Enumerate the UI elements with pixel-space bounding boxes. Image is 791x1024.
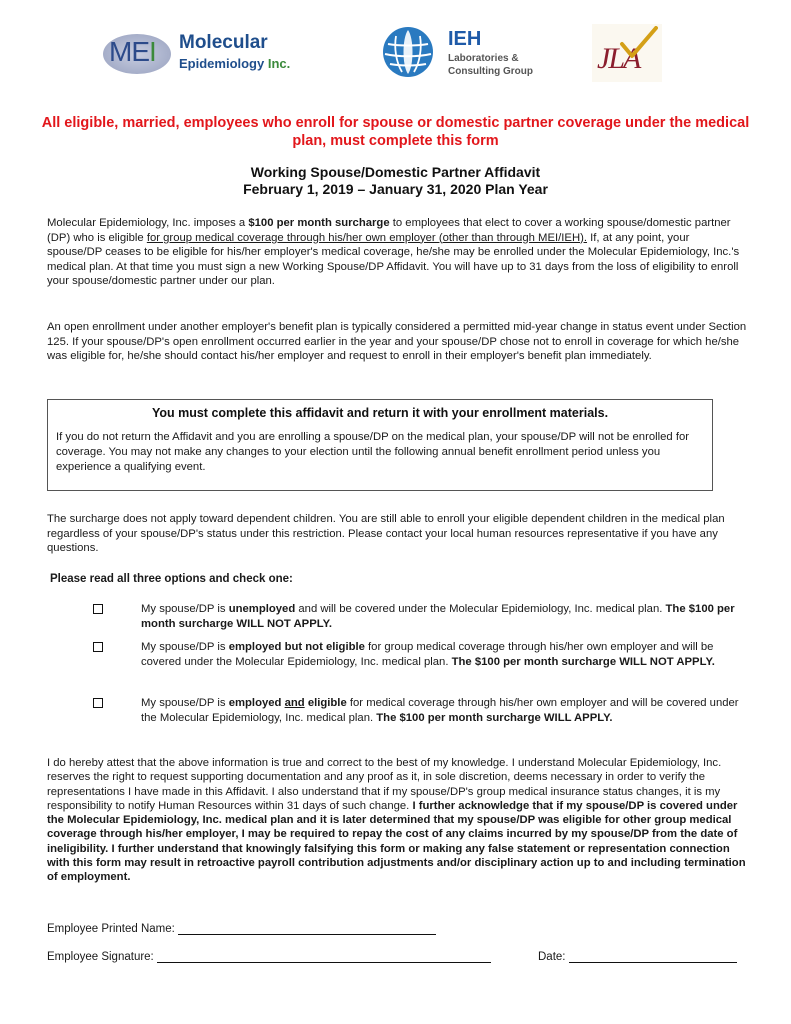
eligibility-condition: for group medical coverage through his/her own employer (other than through MEI/IEH).	[146, 231, 588, 244]
status: eligible	[307, 697, 347, 709]
notice-title: You must complete this affidavit and return it with your enrollment materials.	[151, 406, 609, 420]
notice-body: If you do not return the Affidavit and you are enrolling a spouse/DP on the medical plan, your spouse/DP will not be enrolled for coverage. You may not make any changes to your election until the following annual benefit enrollment period unless you experience a qualifying event.	[56, 431, 690, 473]
option-checkbox[interactable]	[93, 698, 103, 708]
text: for medical coverage through his/her own employer and will be covered under the Molecular Epidemiology, Inc. medical plan.	[141, 697, 739, 724]
status-conjunction: and	[284, 697, 305, 709]
surcharge-outcome: The $100 per month surcharge WILL NOT APPLY.	[451, 655, 715, 668]
form-title-line1: Working Spouse/Domestic Partner Affidavit	[250, 164, 541, 180]
printed-name-row	[47, 922, 436, 935]
option-checkbox[interactable]	[93, 642, 103, 652]
surcharge-paragraph	[47, 216, 747, 289]
status: employed	[228, 697, 282, 709]
globe-leaf-icon	[382, 26, 434, 78]
mei-name-line1: Molecular	[179, 32, 268, 53]
ieh-subtitle-line1: Laboratories &	[448, 53, 519, 64]
text: If, at any point, your spouse/DP ceases to be eligible for his/her employer's medical coverage, he/she may be enrolled under the Molecular Epidemiology, Inc.'s medical plan. At that time you must sign a new Working Spouse/DP Affidavit. You will have up to 31 days from the loss of eligibility to enroll your spouse/domestic partner under our plan.	[47, 231, 740, 287]
mei-name-line2	[179, 56, 290, 71]
attestation-paragraph	[47, 756, 752, 885]
surcharge-outcome: The $100 per month surcharge WILL NOT APPLY.	[141, 603, 735, 630]
printed-name-field[interactable]	[178, 922, 436, 935]
text: My spouse/DP is	[141, 603, 229, 615]
ieh-subtitle-line2: Consulting Group	[448, 66, 533, 77]
attestation-text: I do hereby attest that the above information is true and correct to the best of my knowledge. I understand Molecular Epidemiology, Inc. reserves the right to request supporting documentation and any proof as it, in sole discretion, deems necessary in order to verify the representations I have made in this Affidavit. I also understand that if my spouse/DP's group medical insurance status changes, it is my responsibility to notify Human Resources within 31 days of such change.	[47, 757, 722, 812]
text: to employees that elect to cover a working spouse/domestic partner (DP) who is eligible	[47, 217, 731, 244]
date-field[interactable]	[569, 950, 737, 963]
form-title	[30, 164, 761, 198]
signature-label: Employee Signature:	[47, 951, 154, 963]
signature-field[interactable]	[157, 950, 491, 963]
dependent-children-paragraph: The surcharge does not apply toward dependent children. You are still able to enroll your eligible dependent children in the medical plan regardless of your spouse/DP's status under this restriction. Please contact your local human resources representative if you have any questions.	[47, 513, 725, 554]
text: for group medical coverage through his/her own employer and will be covered under the Molecular Epidemiology, Inc. medical plan.	[141, 641, 714, 668]
mei-logo	[103, 32, 333, 76]
ieh-title: IEH	[448, 28, 482, 50]
open-enrollment-paragraph: An open enrollment under another employer's benefit plan is typically considered a permitted mid-year change in status event under Section 125. If your spouse/DP's open enrollment occurred earlier in the year and your spouse/DP chose not to enroll in coverage for which he/she was eligible for, he/she should contact his/her employer and request to enroll in their employer's benefit plan immediately.	[47, 321, 747, 362]
plan-year: February 1, 2019 – January 31, 2020 Plan Year	[243, 181, 548, 197]
mei-name-word: Epidemiology	[179, 56, 265, 71]
ieh-logo	[382, 26, 552, 82]
option-text	[141, 696, 753, 725]
surcharge-outcome: The $100 per month surcharge WILL APPLY.	[376, 711, 613, 724]
text: Molecular Epidemiology, Inc. imposes a	[47, 217, 249, 229]
eligibility-notice-heading: All eligible, married, employees who enroll for spouse or domestic partner coverage under the medical plan, must complete this form	[41, 115, 750, 149]
mei-mark-text: MEI	[109, 36, 156, 67]
logo-bar	[0, 24, 791, 86]
printed-name-label: Employee Printed Name:	[47, 923, 175, 935]
acknowledgement-text: I further acknowledge that if my spouse/DP is covered under the Molecular Epidemiology, Inc. medical plan and it is later determined that my spouse/DP was eligible for other group medical coverage through his/her employer, I may be required to repay the cost of any claims incurred by my spouse/DP from the date of ineligibility. I further understand that knowingly falsifying this form or making any false statement or representation connection with this form may result in retroactive payroll contribution adjustments and/or disciplinary action up to and including termination of employment.	[47, 799, 746, 884]
date-row	[538, 950, 737, 963]
date-label: Date:	[538, 951, 566, 963]
jla-logo	[592, 24, 662, 82]
checkmark-icon	[614, 26, 658, 60]
text: My spouse/DP is	[141, 641, 229, 653]
mei-name-suffix: Inc.	[267, 56, 291, 71]
status: employed but not eligible	[228, 641, 365, 653]
status: unemployed	[228, 603, 296, 615]
option-text	[141, 640, 753, 669]
option-text	[141, 602, 753, 631]
return-affidavit-notice	[47, 399, 713, 491]
signature-row	[47, 950, 491, 963]
text: My spouse/DP is	[141, 697, 229, 709]
options-instruction: Please read all three options and check one:	[50, 573, 293, 585]
text: and will be covered under the Molecular Epidemiology, Inc. medical plan.	[295, 603, 666, 615]
option-checkbox[interactable]	[93, 604, 103, 614]
surcharge-amount: $100 per month surcharge	[248, 217, 390, 229]
jla-text: JLA	[597, 42, 640, 75]
